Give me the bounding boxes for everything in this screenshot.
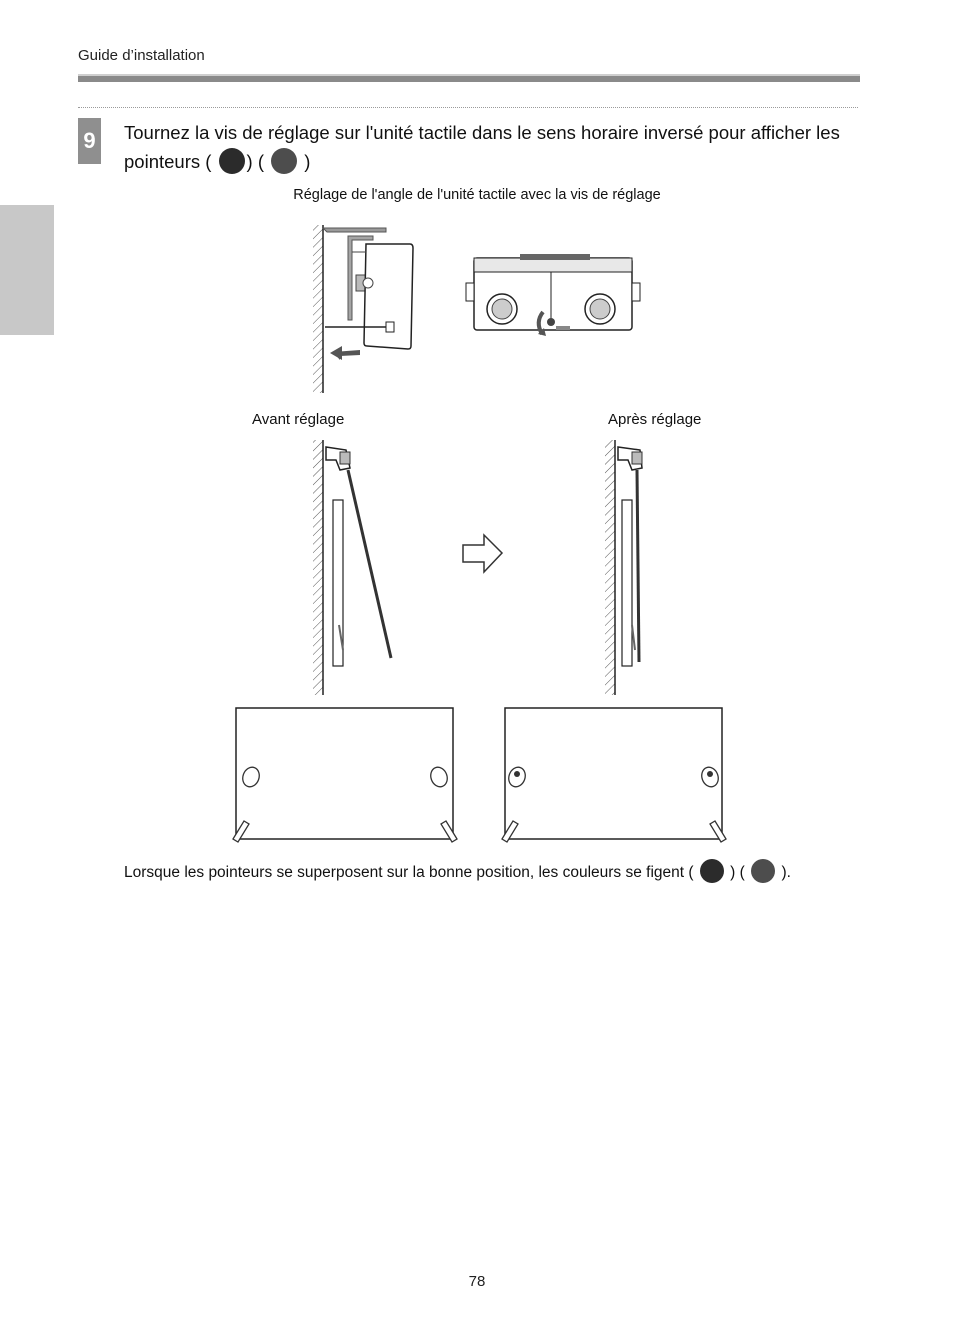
step-text-end: ) [304, 151, 311, 172]
before-side-view [313, 440, 391, 695]
result-note [124, 859, 791, 886]
step-text-mid: ) ( [246, 151, 265, 172]
before-screen-view [233, 708, 457, 842]
label-after-adjustment: Après réglage [608, 411, 702, 428]
side-view-diagram [313, 225, 413, 393]
figure-caption: Réglage de l'angle de l'unité tactile avec la vis de réglage [293, 187, 661, 203]
touch-unit-front-diagram [466, 254, 640, 336]
header-title: Guide d’installation [78, 47, 205, 64]
note-prefix: Lorsque les pointeurs se superposent sur la bonne position, les couleurs se figent ( [124, 864, 694, 881]
step-number-badge: 9 [78, 118, 101, 164]
page-number: 78 [468, 1273, 486, 1290]
note-end: ). [781, 864, 791, 881]
label-before-adjustment: Avant réglage [252, 411, 345, 428]
step-text-line1: Tournez la vis de réglage sur l'unité tactile dans le sens horaire inversé pour afficher les [124, 122, 840, 143]
after-screen-view [502, 708, 726, 842]
pointer-dark-icon [700, 859, 724, 883]
note-mid: ) ( [730, 864, 745, 881]
step-text-line2-prefix: pointeurs ( [124, 151, 212, 172]
pointer-medium-icon [751, 859, 775, 883]
after-side-view [605, 440, 642, 695]
arrow-right-icon [463, 535, 502, 572]
